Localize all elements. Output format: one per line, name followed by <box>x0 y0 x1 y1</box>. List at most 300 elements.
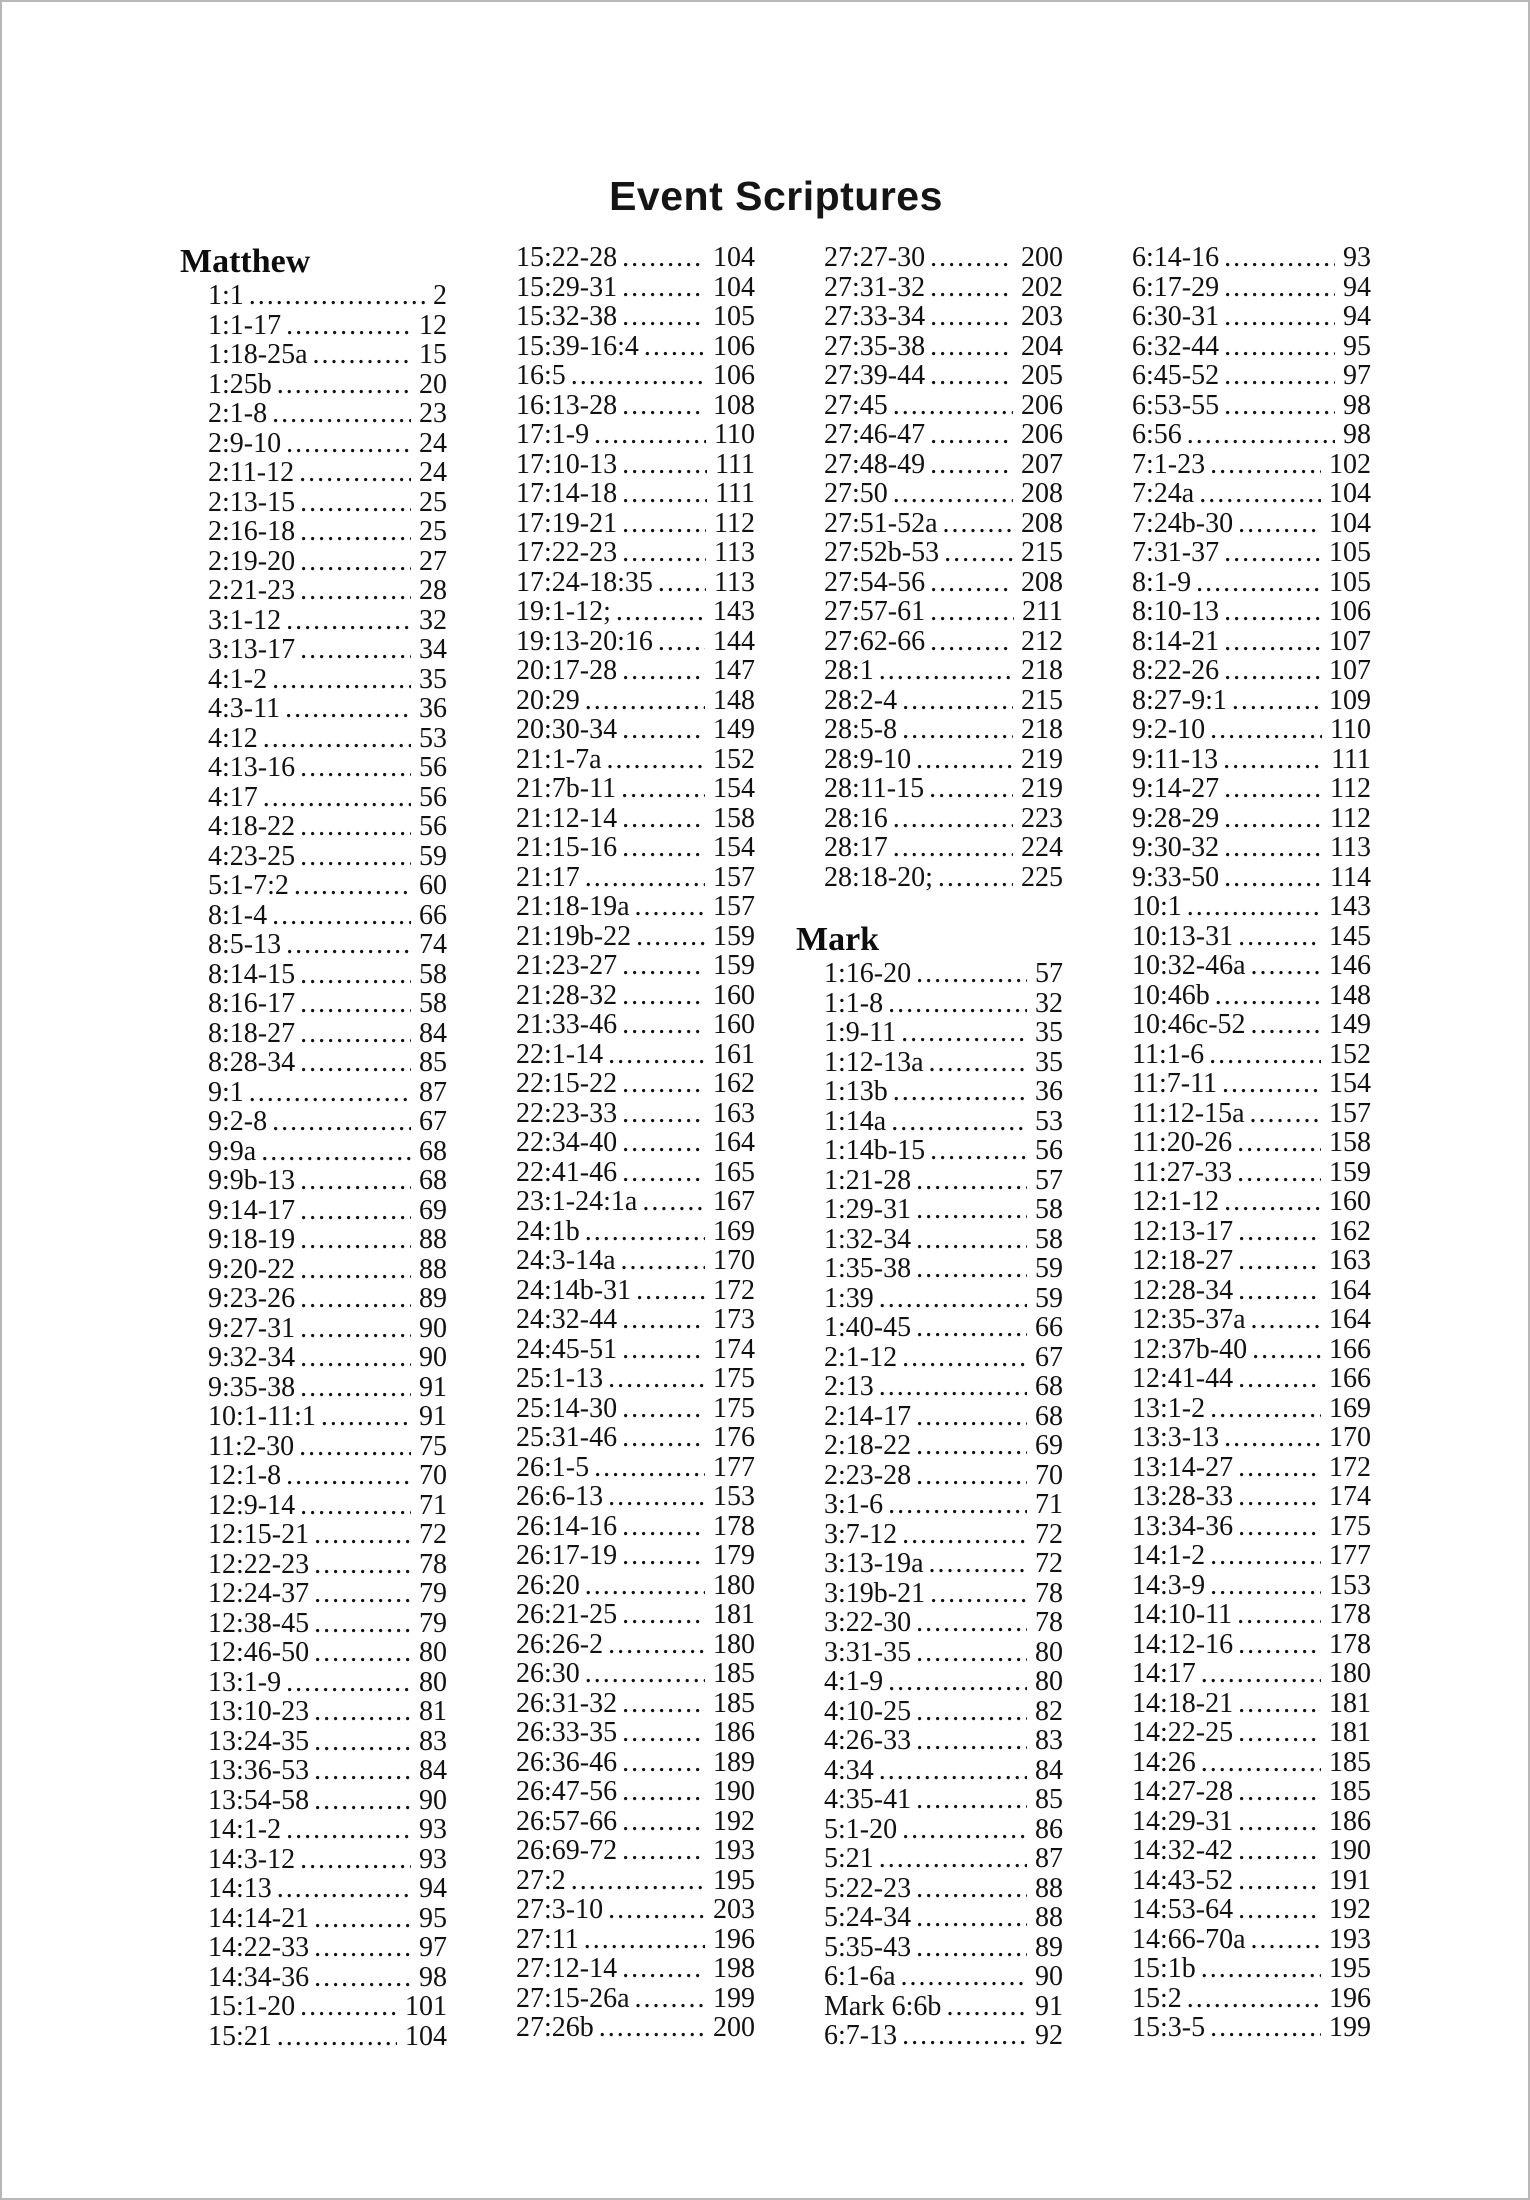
page-number: 93 <box>419 1814 447 1845</box>
dot-leader <box>286 1668 411 1698</box>
dot-leader <box>930 1579 1027 1609</box>
dot-leader <box>658 627 705 657</box>
scripture-ref: 12:1-8 <box>208 1460 282 1491</box>
dot-leader <box>893 1077 1027 1107</box>
index-entry <box>488 1453 755 1483</box>
dot-leader <box>622 391 705 421</box>
dot-leader <box>622 1069 705 1099</box>
index-column <box>796 243 1063 2051</box>
scripture-ref: 11:27-33 <box>1132 1156 1233 1188</box>
dot-leader <box>1238 1217 1321 1247</box>
scripture-ref: 24:45-51 <box>516 1333 618 1365</box>
scripture-ref: 9:23-26 <box>208 1283 296 1314</box>
page-number: 25 <box>419 516 447 547</box>
dot-leader <box>893 833 1013 863</box>
dot-leader <box>930 597 1014 627</box>
scripture-ref: 4:23-25 <box>208 840 296 872</box>
dot-leader <box>608 1630 705 1660</box>
scripture-ref: 21:15-16 <box>516 832 618 863</box>
scripture-ref: 28:16 <box>824 802 888 834</box>
page-number: 85 <box>419 1047 447 1078</box>
page-number: 67 <box>1035 1341 1063 1373</box>
index-entry <box>180 370 447 400</box>
page-number: 90 <box>419 1784 447 1816</box>
scripture-ref: 26:20 <box>516 1569 580 1601</box>
page-number: 200 <box>713 2012 755 2043</box>
scripture-ref: 28:5-8 <box>824 714 898 745</box>
page-number: 75 <box>419 1430 447 1462</box>
scripture-ref: 26:1-5 <box>516 1451 590 1483</box>
scripture-ref: 1:1-8 <box>824 987 884 1019</box>
index-entry <box>488 302 755 332</box>
index-entry <box>180 1343 447 1373</box>
index-entry <box>1104 1276 1371 1306</box>
index-entry <box>796 863 1063 893</box>
dot-leader <box>893 391 1013 421</box>
index-entry <box>488 804 755 834</box>
scripture-ref: 2:1-8 <box>208 398 268 429</box>
index-entry <box>1104 774 1371 804</box>
scripture-ref: 8:14-15 <box>208 958 296 990</box>
index-entry <box>796 745 1063 775</box>
scripture-ref: 6:14-16 <box>1132 242 1220 273</box>
page-number: 169 <box>713 1215 755 1247</box>
dot-leader <box>263 783 411 813</box>
scripture-ref: 15:2 <box>1132 1982 1182 2014</box>
index-entry <box>488 450 755 480</box>
dot-leader <box>300 488 411 518</box>
scripture-ref: 2:23-28 <box>824 1459 912 1491</box>
index-entry <box>1104 332 1371 362</box>
dot-leader <box>916 1608 1027 1638</box>
page-number: 106 <box>713 360 755 391</box>
dot-leader <box>622 1600 705 1630</box>
dot-leader <box>1210 1394 1321 1424</box>
page-number: 181 <box>1329 1717 1371 1748</box>
page-number: 160 <box>713 979 755 1011</box>
scripture-ref: 14:17 <box>1132 1658 1196 1689</box>
page-number: 177 <box>713 1451 755 1483</box>
page-number: 35 <box>1035 1046 1063 1078</box>
scripture-ref: 2:14-17 <box>824 1400 912 1432</box>
scripture-ref: 26:69-72 <box>516 1835 618 1866</box>
scripture-ref: 9:30-32 <box>1132 832 1220 863</box>
scripture-ref: 21:28-32 <box>516 979 618 1011</box>
page-number: 172 <box>713 1274 755 1306</box>
page-number: 219 <box>1021 743 1063 775</box>
dot-leader <box>1210 450 1321 480</box>
dot-leader <box>930 1136 1027 1166</box>
dot-leader <box>607 745 705 775</box>
scripture-ref: 17:19-21 <box>516 507 618 539</box>
scripture-ref: 14:22-33 <box>208 1932 310 1963</box>
page-number: 74 <box>419 929 447 960</box>
index-entry <box>488 1040 755 1070</box>
index-entry <box>1104 1659 1371 1689</box>
scripture-ref: 14:13 <box>208 1873 272 1904</box>
scripture-ref: 13:36-53 <box>208 1755 310 1786</box>
scripture-ref: 12:37b-40 <box>1132 1333 1248 1365</box>
dot-leader <box>622 804 705 834</box>
scripture-ref: 14:29-31 <box>1132 1805 1234 1837</box>
dot-leader <box>622 1954 705 1984</box>
page-number: 198 <box>713 1953 755 1984</box>
scripture-ref: 19:13-20:16 <box>516 625 653 657</box>
page-number: 2 <box>433 280 447 311</box>
index-entry <box>796 1018 1063 1048</box>
scripture-ref: 21:33-46 <box>516 1009 618 1040</box>
index-entry <box>488 1866 755 1896</box>
scripture-ref: 4:10-25 <box>824 1695 912 1727</box>
index-entry <box>488 951 755 981</box>
scripture-ref: 14:12-16 <box>1132 1628 1234 1660</box>
scripture-ref: 27:12-14 <box>516 1953 618 1984</box>
page-number: 85 <box>1035 1784 1063 1815</box>
scripture-ref: 11:1-6 <box>1132 1038 1205 1070</box>
dot-leader <box>300 753 411 783</box>
index-entry <box>796 1372 1063 1402</box>
index-entry <box>488 1836 755 1866</box>
index-entry <box>180 871 447 901</box>
index-entry <box>796 420 1063 450</box>
dot-leader <box>622 1394 705 1424</box>
dot-leader <box>1201 1659 1321 1689</box>
dot-leader <box>622 1512 705 1542</box>
index-entry <box>180 1638 447 1668</box>
scripture-ref: 28:17 <box>824 832 888 863</box>
page-number: 218 <box>1021 714 1063 745</box>
page-number: 84 <box>419 1017 447 1049</box>
page-number: 20 <box>419 368 447 400</box>
dot-leader <box>1224 1423 1321 1453</box>
page-number: 161 <box>713 1038 755 1070</box>
dot-leader <box>1251 1305 1321 1335</box>
dot-leader <box>1224 597 1321 627</box>
page-number: 70 <box>1035 1459 1063 1491</box>
index-entry <box>488 1482 755 1512</box>
index-entry <box>180 1196 447 1226</box>
page-number: 109 <box>1329 684 1371 716</box>
scripture-ref: 26:36-46 <box>516 1746 618 1778</box>
index-entry <box>488 538 755 568</box>
dot-leader <box>902 715 1013 745</box>
scripture-ref: 4:12 <box>208 722 258 754</box>
scripture-ref: 27:45 <box>824 389 888 421</box>
page-number: 203 <box>713 1894 755 1925</box>
scripture-ref: 8:1-4 <box>208 899 268 931</box>
scripture-ref: 13:3-13 <box>1132 1422 1220 1453</box>
page-number: 165 <box>713 1156 755 1188</box>
scripture-ref: 19:1-12; <box>516 596 611 627</box>
page-number: 196 <box>1329 1982 1371 2014</box>
scripture-ref: 9:32-34 <box>208 1342 296 1373</box>
scripture-ref: 9:33-50 <box>1132 861 1220 893</box>
page-number: 181 <box>713 1599 755 1630</box>
dot-leader <box>300 547 411 577</box>
page-number: 89 <box>419 1283 447 1314</box>
index-entry <box>796 1756 1063 1786</box>
page-number: 81 <box>419 1696 447 1727</box>
index-entry <box>488 774 755 804</box>
scripture-ref: 8:18-27 <box>208 1017 296 1049</box>
page-number: 143 <box>1329 891 1371 922</box>
index-entry <box>796 450 1063 480</box>
dot-leader <box>622 1836 705 1866</box>
index-entry <box>488 391 755 421</box>
scripture-ref: 12:9-14 <box>208 1489 296 1521</box>
scripture-ref: 13:1-2 <box>1132 1392 1206 1424</box>
index-entry <box>796 959 1063 989</box>
page-number: 148 <box>1329 979 1371 1011</box>
scripture-ref: 3:1-6 <box>824 1489 884 1520</box>
page-number: 176 <box>713 1422 755 1453</box>
index-entry <box>488 1925 755 1955</box>
index-entry <box>180 1579 447 1609</box>
index-entry <box>1104 1010 1371 1040</box>
dot-leader <box>622 981 705 1011</box>
dot-leader <box>635 892 705 922</box>
scripture-ref: 26:47-56 <box>516 1776 618 1807</box>
page-number: 53 <box>1035 1105 1063 1137</box>
index-entry <box>796 833 1063 863</box>
index-entry <box>796 361 1063 391</box>
page-number: 146 <box>1329 950 1371 981</box>
scripture-ref: 11:2-30 <box>208 1430 295 1462</box>
page-number: 185 <box>713 1687 755 1719</box>
page-number: 36 <box>1035 1076 1063 1107</box>
index-section <box>796 243 1063 892</box>
index-entry <box>796 627 1063 657</box>
page-number: 58 <box>419 988 447 1019</box>
page-number: 98 <box>419 1961 447 1993</box>
index-entry <box>796 1638 1063 1668</box>
dot-leader <box>622 450 707 480</box>
dot-leader <box>636 922 705 952</box>
scripture-ref: 22:41-46 <box>516 1156 618 1188</box>
dot-leader <box>622 1689 705 1719</box>
page-number: 215 <box>1021 684 1063 716</box>
page-number: 83 <box>419 1725 447 1757</box>
dot-leader <box>314 1697 411 1727</box>
page-number: 157 <box>713 891 755 922</box>
page-number: 223 <box>1021 802 1063 834</box>
scripture-ref: 28:11-15 <box>824 773 925 804</box>
scripture-ref: Mark 6:6b <box>824 1990 942 2022</box>
dot-leader <box>1187 420 1335 450</box>
page-number: 87 <box>1035 1843 1063 1874</box>
dot-leader <box>300 1048 411 1078</box>
page-number: 177 <box>1329 1540 1371 1571</box>
index-entry <box>1104 1069 1371 1099</box>
index-entry <box>796 597 1063 627</box>
index-entry <box>796 1136 1063 1166</box>
scripture-ref: 1:1-17 <box>208 309 282 341</box>
scripture-ref: 7:24b-30 <box>1132 507 1234 539</box>
scripture-ref: 8:16-17 <box>208 988 296 1019</box>
dot-leader <box>300 1373 411 1403</box>
index-entry <box>1104 1895 1371 1925</box>
dot-leader <box>1238 1718 1321 1748</box>
index-entry <box>796 715 1063 745</box>
scripture-ref: 2:21-23 <box>208 575 296 606</box>
dot-leader <box>916 1785 1027 1815</box>
dot-leader <box>916 745 1013 775</box>
index-entry <box>796 1962 1063 1992</box>
scripture-ref: 15:1b <box>1132 1953 1196 1984</box>
index-entry <box>1104 892 1371 922</box>
page-number: 82 <box>1035 1695 1063 1727</box>
index-entry <box>1104 1836 1371 1866</box>
dot-leader <box>277 1874 411 1904</box>
dot-leader <box>1250 1099 1322 1129</box>
page-number: 102 <box>1329 448 1371 480</box>
scripture-ref: 4:13-16 <box>208 752 296 783</box>
index-entry <box>796 1313 1063 1343</box>
index-entry <box>796 1726 1063 1756</box>
scripture-ref: 27:26b <box>516 2012 594 2043</box>
book-heading: Mark <box>796 921 880 958</box>
index-entry <box>180 1933 447 1963</box>
index-section <box>180 243 447 2051</box>
dot-leader <box>300 1314 411 1344</box>
page-number: 160 <box>713 1009 755 1040</box>
dot-leader <box>1238 1482 1321 1512</box>
scripture-ref: 5:21 <box>824 1843 874 1874</box>
index-entry <box>1104 243 1371 273</box>
scripture-ref: 9:11-13 <box>1132 743 1219 775</box>
scripture-ref: 28:1 <box>824 655 874 686</box>
index-entry <box>796 804 1063 834</box>
dot-leader <box>294 871 411 901</box>
dot-leader <box>1238 1689 1321 1719</box>
page-number: 91 <box>419 1401 447 1432</box>
scripture-ref: 10:46c-52 <box>1132 1009 1246 1040</box>
dot-leader <box>658 568 706 598</box>
page-number: 97 <box>1343 360 1371 391</box>
page-number: 205 <box>1021 360 1063 391</box>
scripture-ref: 14:14-21 <box>208 1902 310 1934</box>
page-number: 179 <box>713 1540 755 1571</box>
page-number: 218 <box>1021 655 1063 686</box>
scripture-ref: 6:30-31 <box>1132 301 1220 332</box>
index-entry <box>488 1777 755 1807</box>
dot-leader <box>1187 892 1321 922</box>
page-number: 157 <box>1329 1097 1371 1129</box>
index-entry <box>180 1697 447 1727</box>
dot-leader <box>1232 686 1321 716</box>
page-number: 203 <box>1021 301 1063 332</box>
dot-leader <box>879 1756 1027 1786</box>
index-entry <box>488 922 755 952</box>
page-number: 106 <box>713 330 755 362</box>
index-entry <box>180 1461 447 1491</box>
dot-leader <box>1210 715 1322 745</box>
scripture-ref: 4:18-22 <box>208 811 296 842</box>
index-entry <box>180 724 447 754</box>
index-entry <box>1104 509 1371 539</box>
page-number: 189 <box>713 1746 755 1778</box>
scripture-ref: 20:29 <box>516 684 580 716</box>
index-entry <box>180 281 447 311</box>
scripture-ref: 17:1-9 <box>516 419 590 450</box>
dot-leader <box>272 901 411 931</box>
scripture-ref: 6:17-29 <box>1132 271 1220 303</box>
dot-leader <box>1224 302 1335 332</box>
dot-leader <box>314 1904 411 1934</box>
page-number: 84 <box>1035 1754 1063 1786</box>
index-column <box>1104 243 1371 2043</box>
scripture-ref: 27:57-61 <box>824 596 926 627</box>
page-number: 224 <box>1021 832 1063 863</box>
scripture-ref: 11:7-11 <box>1132 1068 1218 1099</box>
dot-leader <box>571 1866 705 1896</box>
index-entry <box>1104 1954 1371 1984</box>
dot-leader <box>635 1984 705 2014</box>
scripture-ref: 12:13-17 <box>1132 1215 1234 1247</box>
scripture-ref: 1:40-45 <box>824 1312 912 1343</box>
scripture-ref: 2:9-10 <box>208 427 282 459</box>
index-entry <box>180 1609 447 1639</box>
dot-leader <box>1210 1571 1321 1601</box>
dot-leader <box>300 1255 411 1285</box>
dot-leader <box>1210 1541 1321 1571</box>
dot-leader <box>1251 951 1321 981</box>
page-number: 23 <box>419 398 447 429</box>
dot-leader <box>285 694 411 724</box>
page-number: 68 <box>1035 1371 1063 1402</box>
page-number: 89 <box>1035 1931 1063 1963</box>
index-entry <box>180 930 447 960</box>
page-number: 170 <box>1329 1422 1371 1453</box>
scripture-ref: 12:35-37a <box>1132 1304 1246 1335</box>
index-entry <box>180 783 447 813</box>
scripture-ref: 12:28-34 <box>1132 1274 1234 1306</box>
dot-leader <box>916 1402 1027 1432</box>
index-entry <box>180 1048 447 1078</box>
index-entry <box>180 1963 447 1993</box>
page-number: 160 <box>1329 1186 1371 1217</box>
page-number: 78 <box>419 1548 447 1580</box>
scripture-ref: 9:1 <box>208 1076 244 1108</box>
dot-leader <box>1251 1010 1321 1040</box>
index-entry <box>488 1630 755 1660</box>
dot-leader <box>916 1166 1027 1196</box>
page-number: 178 <box>1329 1599 1371 1630</box>
index-entry <box>488 863 755 893</box>
scripture-ref: 3:31-35 <box>824 1636 912 1668</box>
page-number: 202 <box>1021 271 1063 303</box>
dot-leader <box>1224 863 1322 893</box>
scripture-ref: 12:22-23 <box>208 1548 310 1580</box>
scripture-ref: 17:14-18 <box>516 478 618 509</box>
dot-leader <box>622 243 705 273</box>
dot-leader <box>888 1490 1027 1520</box>
index-entry <box>180 1078 447 1108</box>
dot-leader <box>622 273 705 303</box>
scripture-ref: 21:23-27 <box>516 950 618 981</box>
index-entry <box>180 606 447 636</box>
page-number: 175 <box>713 1392 755 1424</box>
index-entry <box>488 1069 755 1099</box>
page-number: 163 <box>1329 1245 1371 1276</box>
page-number: 148 <box>713 684 755 716</box>
scripture-ref: 27:35-38 <box>824 330 926 362</box>
page-number: 27 <box>419 545 447 577</box>
dot-leader <box>1238 1276 1321 1306</box>
index-entry <box>488 332 755 362</box>
index-entry <box>1104 1777 1371 1807</box>
scripture-ref: 1:25b <box>208 368 272 400</box>
